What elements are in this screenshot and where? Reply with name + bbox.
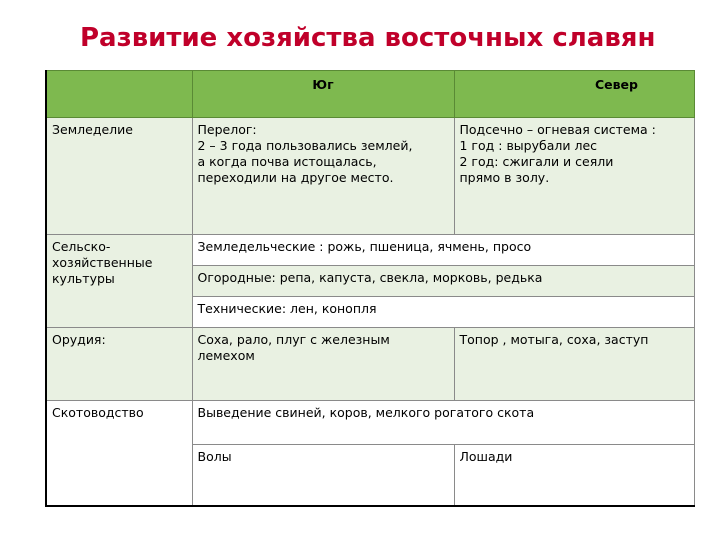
crops-grain-cell: Земледельческие : рожь, пшеница, ячмень, просо [192, 235, 694, 266]
farming-south-cell: Перелог: 2 – 3 года пользовались землей, а когда почва истощалась, переходили на другое место. [192, 118, 454, 235]
table-row-crops [46, 235, 694, 266]
farming-north-cell: Подсечно – огневая система : 1 год : вырубали лес 2 год: сжигали и сеяли прямо в золу. [454, 118, 694, 235]
header-corner-cell [46, 71, 192, 118]
header-north: Север [454, 71, 694, 118]
table-row-farming [46, 118, 694, 235]
economy-table [45, 70, 695, 507]
header-south: Юг [192, 71, 454, 118]
table-row-livestock [46, 401, 694, 445]
table-row-tools [46, 328, 694, 401]
livestock-south-cell: Волы [192, 445, 454, 507]
row-label-farming: Земледелие [46, 118, 192, 235]
tools-north-cell: Топор , мотыга, соха, заступ [454, 328, 694, 401]
row-label-crops: Сельско- хозяйственные культуры [46, 235, 192, 328]
page-title: Развитие хозяйства восточных славян [80, 23, 656, 53]
table-header-row [46, 71, 694, 118]
crops-garden-cell: Огородные: репа, капуста, свекла, морковь, редька [192, 266, 694, 297]
livestock-common-cell: Выведение свиней, коров, мелкого рогатого скота [192, 401, 694, 445]
livestock-north-cell: Лошади [454, 445, 694, 507]
row-label-livestock: Скотоводство [46, 401, 192, 507]
crops-technical-cell: Технические: лен, конопля [192, 297, 694, 328]
tools-south-cell: Соха, рало, плуг с железным лемехом [192, 328, 454, 401]
row-label-tools: Орудия: [46, 328, 192, 401]
